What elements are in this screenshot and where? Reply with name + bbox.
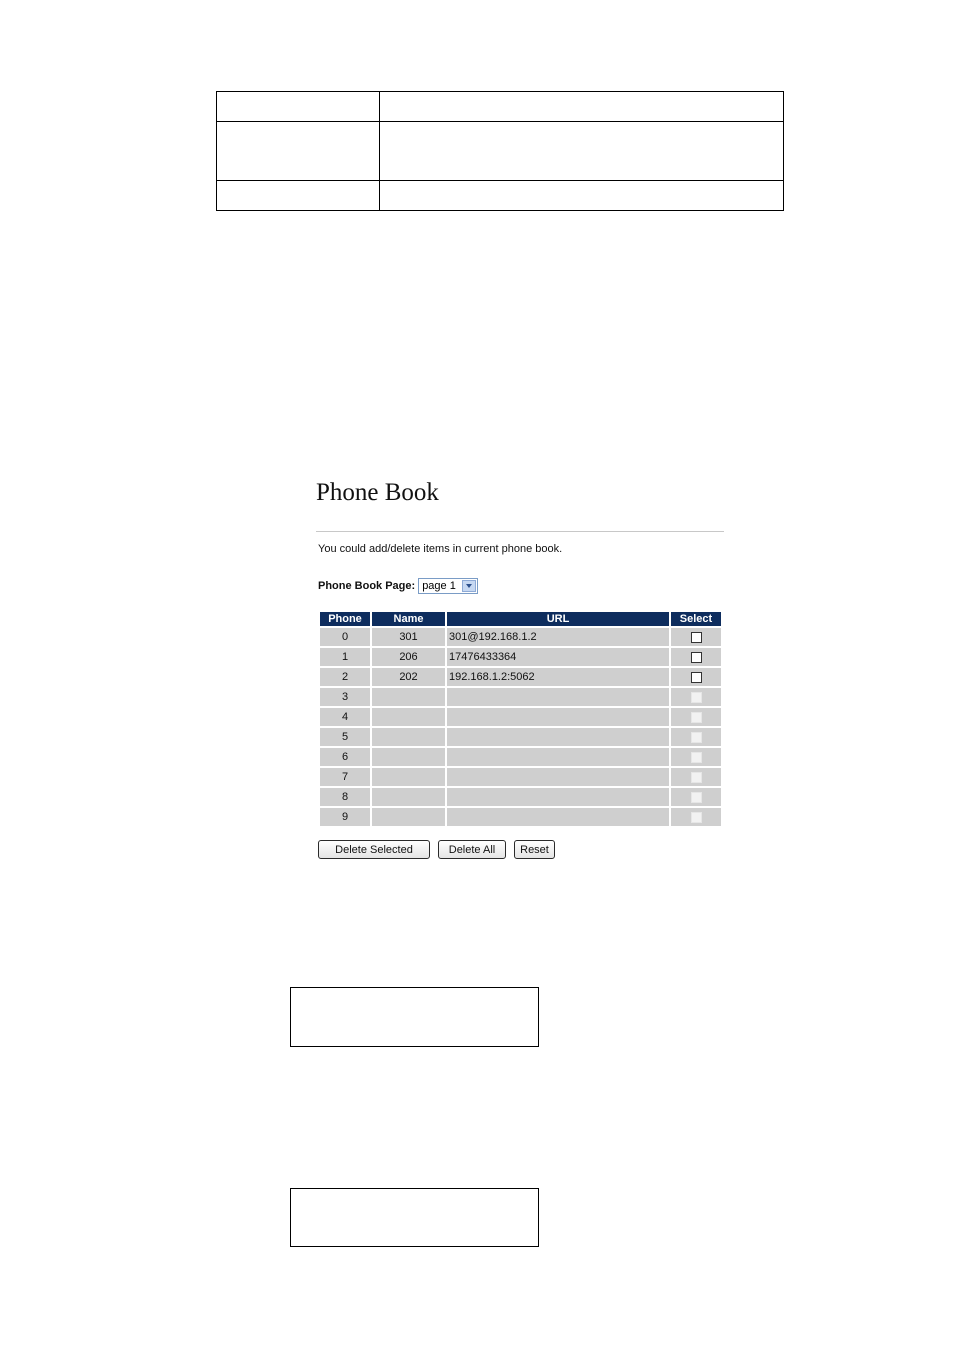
name-cell (372, 808, 445, 826)
url-cell: 192.168.1.2:5062 (447, 668, 669, 686)
phone-cell: 6 (320, 748, 370, 766)
select-checkbox-disabled (691, 812, 702, 823)
phone-book-page-label: Phone Book Page: (318, 580, 416, 592)
table-row (320, 688, 721, 706)
select-cell (671, 628, 721, 646)
phone-book-page-select[interactable] (418, 578, 478, 594)
select-checkbox-disabled (691, 712, 702, 723)
table-row (320, 808, 721, 826)
table-row (320, 628, 721, 646)
select-checkbox-disabled (691, 792, 702, 803)
select-checkbox[interactable] (691, 632, 702, 643)
url-cell: 17476433364 (447, 648, 669, 666)
select-checkbox-disabled (691, 772, 702, 783)
table-row (320, 668, 721, 686)
table-row (320, 648, 721, 666)
phone-cell: 9 (320, 808, 370, 826)
table-row (320, 788, 721, 806)
table-cell (217, 181, 380, 211)
table-row (320, 708, 721, 726)
url-cell (447, 688, 669, 706)
delete-all-button[interactable]: Delete All (438, 840, 506, 859)
phone-cell: 3 (320, 688, 370, 706)
name-cell: 301 (372, 628, 445, 646)
table-row (320, 728, 721, 746)
url-cell (447, 748, 669, 766)
phone-cell: 4 (320, 708, 370, 726)
table-cell (217, 92, 380, 122)
column-header-url: URL (447, 612, 669, 626)
select-checkbox-disabled (691, 752, 702, 763)
phone-cell: 7 (320, 768, 370, 786)
column-header-name: Name (372, 612, 445, 626)
url-cell (447, 808, 669, 826)
select-checkbox-disabled (691, 692, 702, 703)
select-cell (671, 668, 721, 686)
phone-book-table (318, 610, 723, 828)
name-cell: 202 (372, 668, 445, 686)
url-cell (447, 728, 669, 746)
name-cell (372, 728, 445, 746)
empty-frame (290, 1188, 539, 1247)
chevron-down-icon[interactable] (462, 580, 476, 592)
url-cell: 301@192.168.1.2 (447, 628, 669, 646)
phone-cell: 2 (320, 668, 370, 686)
select-checkbox[interactable] (691, 652, 702, 663)
name-cell (372, 788, 445, 806)
select-cell (671, 648, 721, 666)
select-cell (671, 728, 721, 746)
empty-frame (290, 987, 539, 1047)
phone-book-page-value: page 1 (422, 580, 456, 592)
page-title: Phone Book (316, 479, 439, 506)
phone-cell: 5 (320, 728, 370, 746)
table-header-row (320, 612, 721, 626)
select-cell (671, 748, 721, 766)
name-cell (372, 768, 445, 786)
page-description: You could add/delete items in current phone book. (318, 543, 563, 555)
name-cell: 206 (372, 648, 445, 666)
action-buttons (318, 840, 563, 859)
table-cell (380, 181, 784, 211)
select-cell (671, 808, 721, 826)
title-divider (316, 531, 724, 532)
select-cell (671, 788, 721, 806)
select-checkbox-disabled (691, 732, 702, 743)
delete-selected-button[interactable]: Delete Selected (318, 840, 430, 859)
column-header-select: Select (671, 612, 721, 626)
select-cell (671, 768, 721, 786)
name-cell (372, 708, 445, 726)
phone-cell: 1 (320, 648, 370, 666)
url-cell (447, 708, 669, 726)
document-table (216, 91, 784, 211)
url-cell (447, 788, 669, 806)
table-row (320, 748, 721, 766)
select-checkbox[interactable] (691, 672, 702, 683)
table-cell (380, 92, 784, 122)
select-cell (671, 708, 721, 726)
name-cell (372, 748, 445, 766)
column-header-phone: Phone (320, 612, 370, 626)
name-cell (372, 688, 445, 706)
select-cell (671, 688, 721, 706)
url-cell (447, 768, 669, 786)
phone-cell: 0 (320, 628, 370, 646)
reset-button[interactable]: Reset (514, 840, 555, 859)
table-row (320, 768, 721, 786)
table-cell (217, 122, 380, 181)
phone-cell: 8 (320, 788, 370, 806)
table-cell (380, 122, 784, 181)
phone-book-page-row (318, 577, 478, 595)
